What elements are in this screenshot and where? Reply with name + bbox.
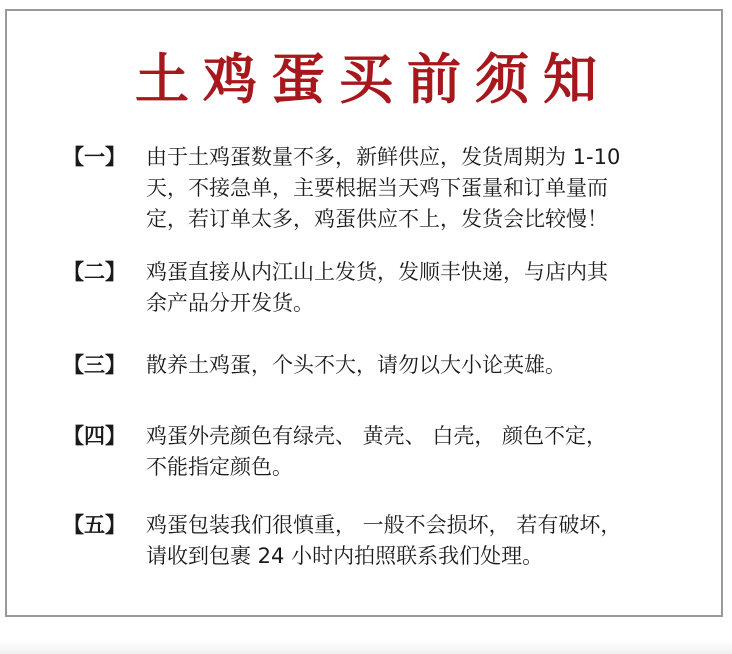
item-text: [146, 142, 676, 235]
item-line: 余产品分开发货。: [146, 291, 314, 315]
page-title: 土鸡蛋买前须知: [135, 48, 611, 111]
item-text: [146, 350, 676, 381]
item-marker: 【五】: [63, 513, 126, 537]
item-line: 鸡蛋外壳颜色有绿壳、 黄壳、 白壳， 颜色不定，: [146, 424, 608, 448]
item-marker: 【三】: [63, 353, 126, 377]
item-line: 鸡蛋直接从内江山上发货，发顺丰快递，与店内其: [146, 260, 608, 284]
bottom-strip: [0, 640, 732, 654]
item-marker: 【一】: [63, 145, 126, 169]
item-line: 由于土鸡蛋数量不多，新鲜供应，发货周期为 1-10: [146, 145, 621, 169]
item-line: 天，不接急单，主要根据当天鸡下蛋量和订单量而: [146, 176, 608, 200]
item-line: 请收到包裹 24 小时内拍照联系我们处理。: [146, 544, 544, 568]
item-line: 鸡蛋包装我们很慎重， 一般不会损坏， 若有破坏，: [146, 513, 622, 537]
item-line: 不能指定颜色。: [146, 455, 293, 479]
item-line: 定，若订单太多，鸡蛋供应不上，发货会比较慢！: [146, 207, 608, 231]
item-marker: 【四】: [63, 424, 126, 448]
item-text: [146, 510, 676, 572]
item-text: [146, 421, 676, 483]
item-line: 散养土鸡蛋，个头不大，请勿以大小论英雄。: [146, 353, 566, 377]
item-marker: 【二】: [63, 260, 126, 284]
item-text: [146, 257, 676, 319]
